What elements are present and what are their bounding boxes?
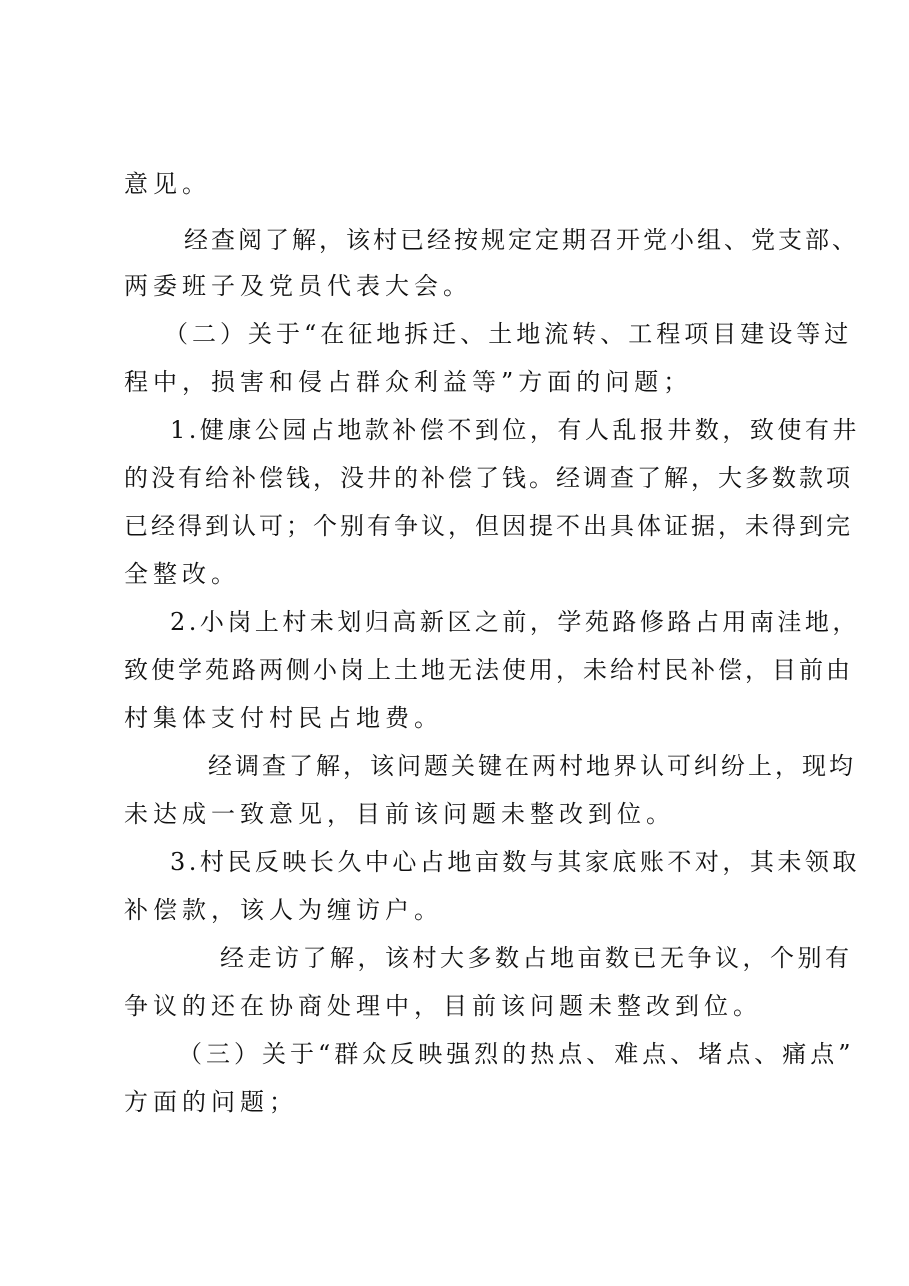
text-line: （二）关于“在征地拆迁、土地流转、工程项目建设等过 — [164, 320, 853, 348]
text-line: 已经得到认可；个别有争议，但因提不出具体证据，未得到完 — [124, 512, 853, 540]
text-line: 1.健康公园占地款补偿不到位，有人乱报井数，致使有井 — [170, 416, 860, 444]
text-line: 村集体支付村民占地费。 — [124, 704, 443, 732]
text-line: 的没有给补偿钱，没井的补偿了钱。经调查了解，大多数款项 — [124, 464, 853, 492]
text-line: （三）关于“群众反映强烈的热点、难点、堵点、痛点” — [178, 1040, 855, 1068]
text-line: 补偿款，该人为缠访户。 — [124, 896, 443, 924]
text-line: 意见。 — [124, 170, 211, 198]
text-line: 全整改。 — [124, 560, 240, 588]
text-line: 经走访了解，该村大多数占地亩数已无争议，个别有 — [220, 944, 853, 972]
text-line: 程中，损害和侵占群众利益等”方面的问题； — [124, 368, 693, 396]
text-line: 未达成一致意见，目前该问题未整改到位。 — [124, 800, 675, 828]
text-line: 经调查了解，该问题关键在两村地界认可纠纷上，现均 — [208, 752, 856, 780]
text-line: 3.村民反映长久中心占地亩数与其家底账不对，其未领取 — [170, 848, 860, 876]
text-line: 经查阅了解，该村已经按规定定期召开党小组、党支部、 — [184, 226, 859, 254]
text-line: 争议的还在协商处理中，目前该问题未整改到位。 — [124, 992, 762, 1020]
text-line: 方面的问题； — [124, 1088, 298, 1116]
text-line: 致使学苑路两侧小岗上土地无法使用，未给村民补偿，目前由 — [124, 656, 853, 684]
text-line: 2.小岗上村未划归高新区之前，学苑路修路占用南洼地， — [170, 608, 860, 636]
text-line: 两委班子及党员代表大会。 — [124, 272, 472, 300]
